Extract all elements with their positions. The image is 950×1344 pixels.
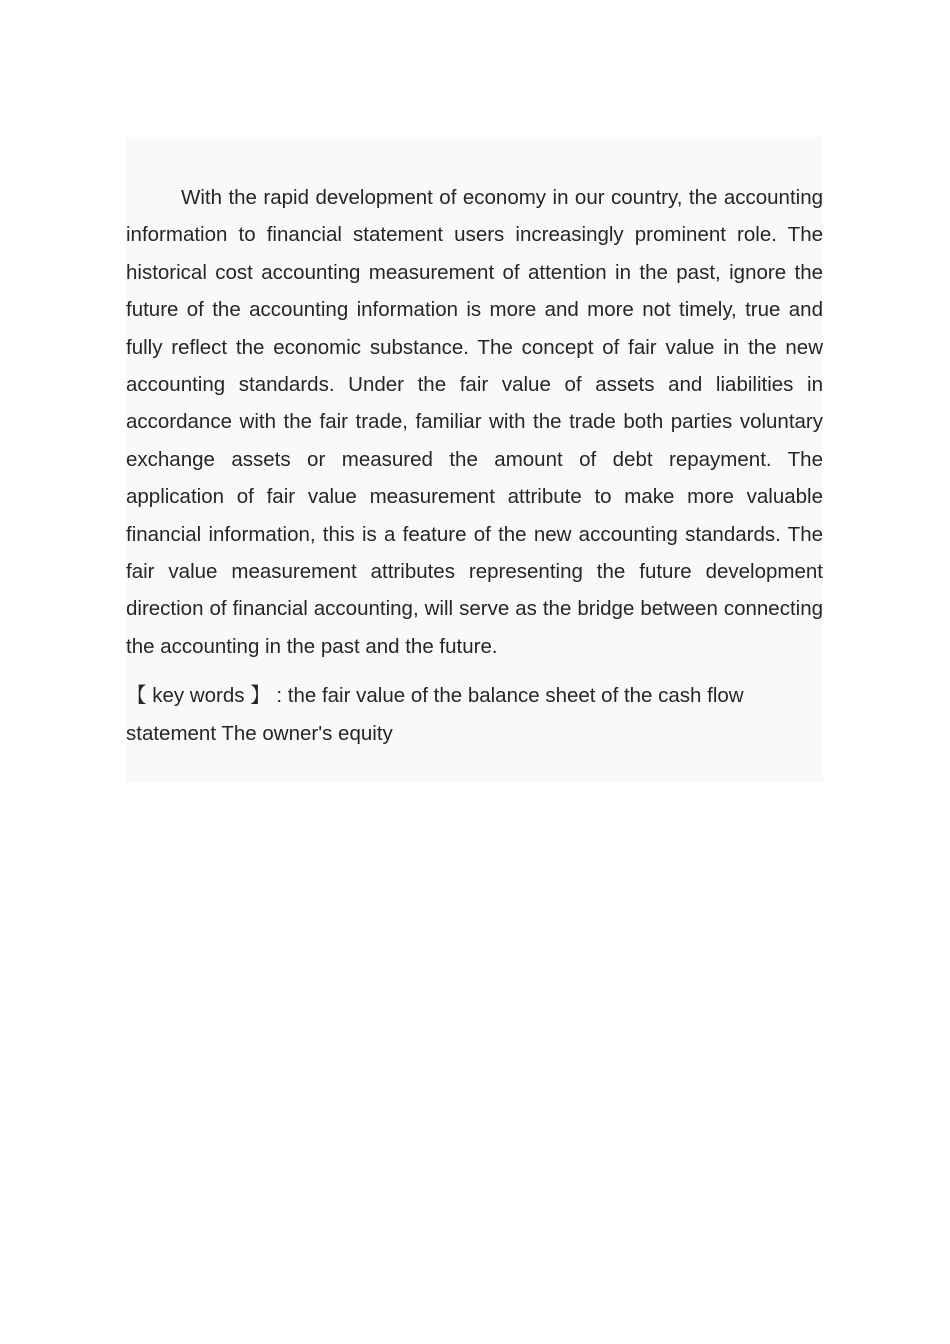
keywords-text: : the fair value of the balance sheet of the cash flow statement The owner's equity — [126, 684, 744, 745]
keywords-label: 【 key words 】 — [126, 684, 271, 708]
keywords-line — [126, 677, 823, 752]
abstract-block — [126, 137, 823, 782]
abstract-paragraph: With the rapid development of economy in our country, the accounting information to financial statement users increasingly prominent role. The historical cost accounting measurement of attention in the past, ignore the future of the accounting information is more and more not timely, true and fully reflect the economic substance. The concept of fair value in the new accounting standards. Under the fair value of assets and liabilities in accordance with the fair trade, familiar with the trade both parties voluntary exchange assets or measured the amount of debt repayment. The application of fair value measurement attribute to make more valuable financial information, this is a feature of the new accounting standards. The fair value measurement attributes representing the future development direction of financial accounting, will serve as the bridge between connecting the accounting in the past and the future. — [126, 186, 823, 658]
